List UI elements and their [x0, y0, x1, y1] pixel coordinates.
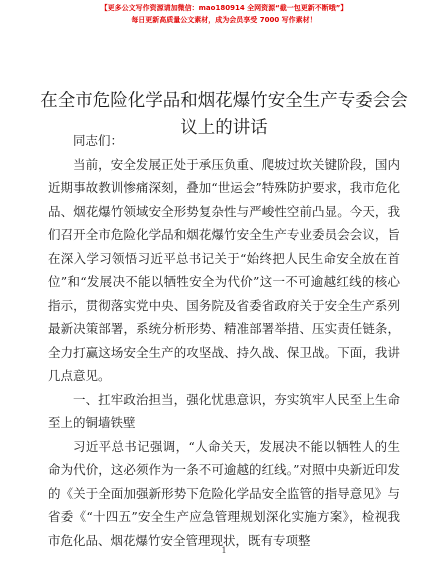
document-body [48, 129, 400, 552]
promo-banner-line-2: 每日更新高质量公文素材，成为会员享受 7000 写作素材！ [131, 16, 317, 24]
promo-banner [0, 2, 448, 26]
paragraph-section-1: 习近平总书记强调，“人命关天，发展决不能以牺牲人的生命为代价，这必须作为一条不可逾越的红线。”对照中央新近印发的《关于全面加强新形势下危险化学品安全监管的指导意见》与省委《“十四五”安全生产应急管理规划深化实施方案》，检视我市危化品、烟花爆竹安全管理现状，既有专项整 [48, 438, 400, 548]
page-number: 1 [221, 546, 227, 555]
salutation: 同志们： [73, 133, 124, 148]
promo-banner-line-1: 【更多公文写作资源请加微信：mao180914 全网资源“截一包更新不断哦”】 [100, 4, 348, 12]
paragraph-intro: 当前，安全发展正处于承压负重、爬坡过坎关键阶段，国内近期事故教训惨痛深刻，叠加“世运会”特殊防护要求，我市危化品、烟花爆竹领域安全形势复杂性与严峻性空前凸显。今天，我们召开全市危险化学品和烟花爆竹安全生产专业委员会会议，旨在深入学习领悟习近平总书记关于“始终把人民生命安全放在首位”和“发展决不能以牺牲安全为代价”这一不可逾越红线的核心指示，贯彻落实党中央、国务院及省委省政府关于安全生产系列最新决策部署，系统分析形势、精准部署举措、压实责任链条，全力打赢这场安全生产的攻坚战、持久战、保卫战。下面，我讲几点意见。 [48, 156, 400, 383]
section-heading-1: 一、扛牢政治担当，强化忧患意识，夯实筑牢人民至上生命至上的铜墙铁壁 [48, 391, 400, 430]
document-title: 在全市危险化学品和烟花爆竹安全生产专委会会议上的讲话 [40, 91, 408, 138]
